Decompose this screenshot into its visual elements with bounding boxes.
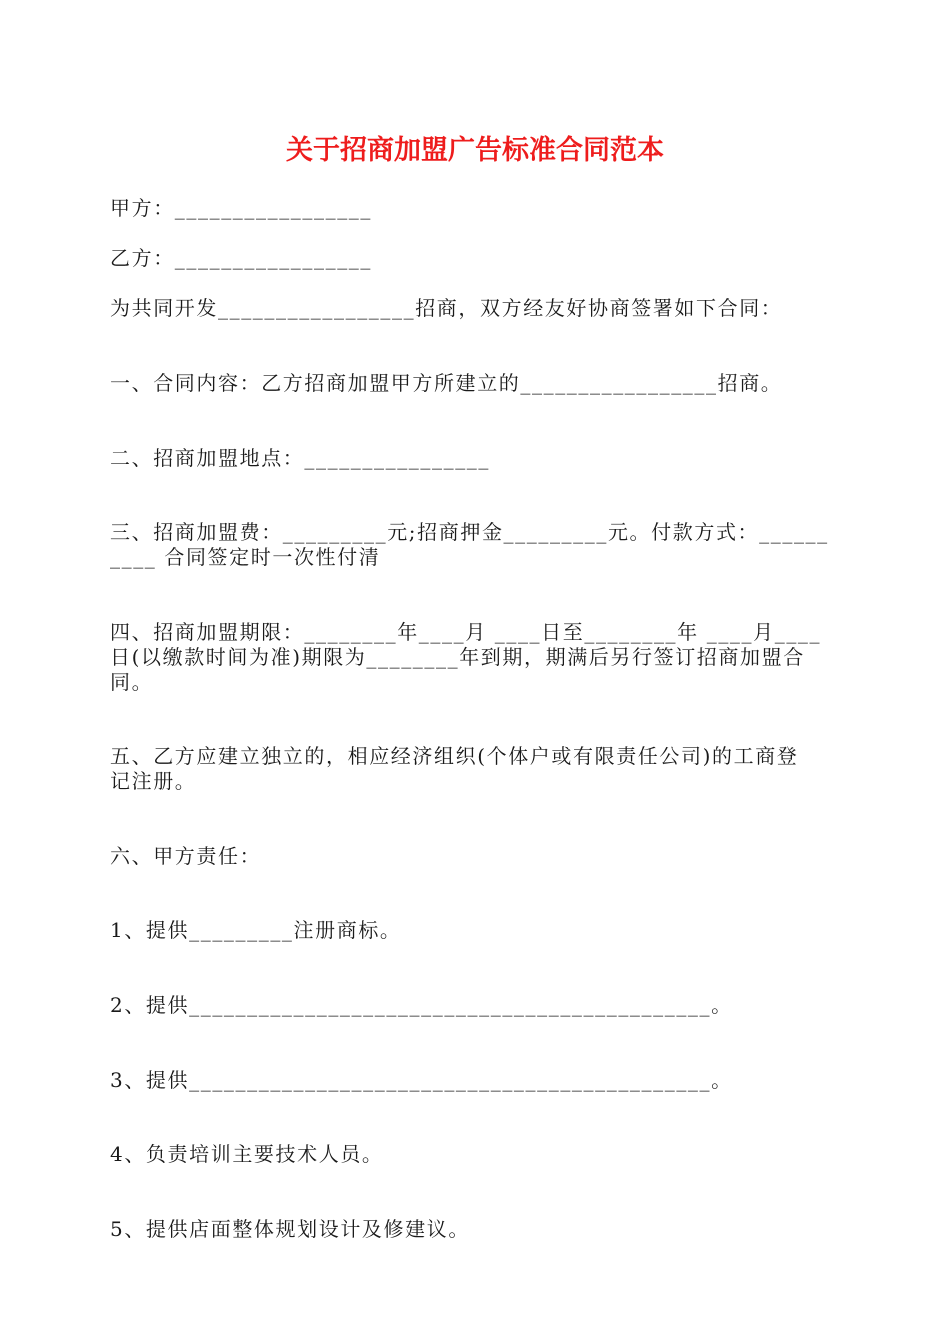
clause-4-line-1: 四、招商加盟期限：________年____月 ____日至________年 ____月____ [110, 620, 822, 644]
clause-3-line-1: 三、招商加盟费：_________元;招商押金_________元。付款方式：______ [110, 520, 829, 544]
party-a-line: 甲方：_________________ [110, 196, 372, 220]
clause-4-line-3: 同。 [110, 670, 154, 694]
item-2-line: 2、提供_____________________________________________。 [110, 993, 733, 1017]
clause-2-line: 二、招商加盟地点：________________ [110, 446, 490, 470]
clause-6-heading: 六、甲方责任： [110, 844, 262, 868]
item-5-line: 5、提供店面整体规划设计及修建议。 [110, 1217, 470, 1241]
item-3-line: 3、提供_____________________________________________。 [110, 1068, 733, 1092]
clause-5-line-1: 五、乙方应建立独立的，相应经济组织(个体户或有限责任公司)的工商登 [110, 744, 799, 768]
clause-1-line: 一、合同内容：乙方招商加盟甲方所建立的_________________招商。 [110, 371, 783, 395]
item-1-line: 1、提供_________注册商标。 [110, 918, 402, 942]
clause-4-line-2: 日(以缴款时间为准)期限为________年到期，期满后另行签订招商加盟合 [110, 645, 805, 669]
preamble-line: 为共同开发_________________招商，双方经友好协商签署如下合同： [110, 296, 783, 320]
document-title: 关于招商加盟广告标准合同范本 [286, 135, 664, 166]
clause-3-line-2: ____ 合同签定时一次性付清 [110, 545, 381, 569]
party-b-line: 乙方：_________________ [110, 246, 372, 270]
item-4-line: 4、负责培训主要技术人员。 [110, 1142, 384, 1166]
clause-5-line-2: 记注册。 [110, 769, 197, 793]
